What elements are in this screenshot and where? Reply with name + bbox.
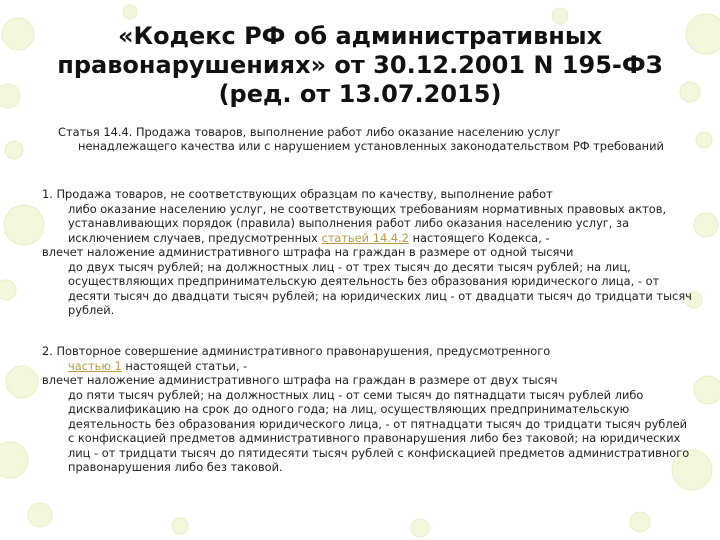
article-heading-rest: ненадлежащего качества или с нарушением установленных законодательством РФ требований <box>78 138 664 153</box>
article-14-4-2-link[interactable]: статьей 14.4.2 <box>321 230 409 245</box>
part-2 <box>42 344 696 475</box>
article-heading <box>46 126 688 153</box>
part-1 <box>42 187 696 318</box>
part-2-penalty-lead: влечет наложение административного штрафа на граждан в размере от двух тысяч <box>42 373 558 387</box>
part-1-tail: настоящего Кодекса, - <box>412 230 550 245</box>
part-2-tail: настоящей статьи, - <box>125 358 248 373</box>
part-2-penalty: до пяти тысяч рублей; на должностных лиц - от семи тысяч до пятнадцати тысяч рублей либо дисквалификацию на срок до одного года; на лиц, осуществляющих предпринимательскую деятельность без образования юридического лица, - от пятнадцати тысяч до тридцати тысяч рублей с конфискацией предметов административного правонарушения либо без таковой; на юридических лиц - от тридцати тысяч до пятидесяти тысяч рублей с конфискацией предметов административного правонарушения либо без таковой. <box>68 387 690 474</box>
part-1-link[interactable]: частью 1 <box>68 358 122 373</box>
part-1-lead: 1. Продажа товаров, не соответствующих образцам по качеству, выполнение работ <box>42 187 553 201</box>
slide-title: «Кодекс РФ об административных правонарушениях» от 30.12.2001 N 195-ФЗ (ред. от 13.07.2015) <box>57 22 663 108</box>
part-2-body <box>42 359 696 374</box>
part-1-penalty: до двух тысяч рублей; на должностных лиц - от трех тысяч до десяти тысяч рублей; на лиц, осуществляющих предпринимательскую деятельность без образования юридического лица, - от десяти тысяч до двадцати тысяч рублей; на юридических лиц - от двадцати тысяч до тридцати тысяч рублей. <box>68 259 692 317</box>
part-2-lead: 2. Повторное совершение административного правонарушения, предусмотренного <box>42 344 551 358</box>
article-heading-first-line: Статья 14.4. Продажа товаров, выполнение работ либо оказание населению услуг <box>58 125 561 139</box>
part-1-text: либо оказание населению услуг, не соответствующих требованиям нормативных правовых актов, устанавливающих порядок (правила) выполнения работ либо оказания населению услуг, за исключением случаев, предусмотренных <box>68 201 667 245</box>
part-1-body <box>42 202 696 246</box>
part-1-penalty-lead: влечет наложение административного штрафа на граждан в размере от одной тысячи <box>42 245 574 259</box>
